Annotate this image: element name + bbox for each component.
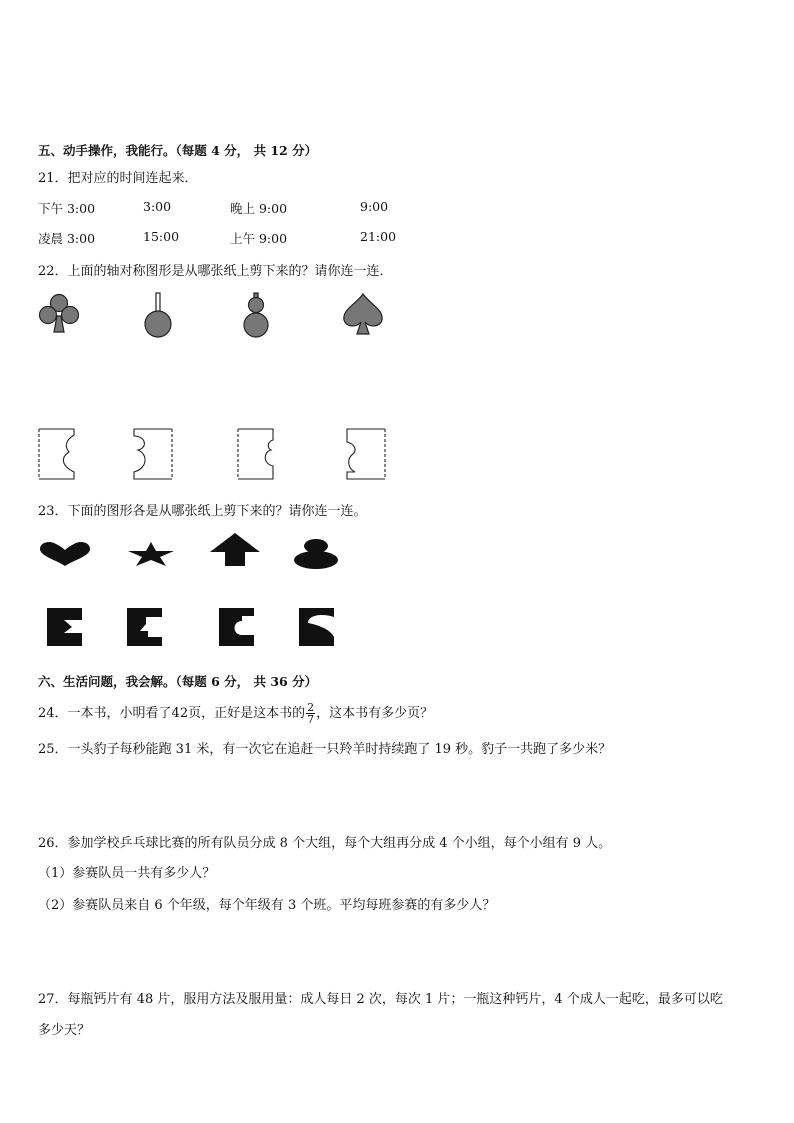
question-27: 27．每瓶钙片有 48 片，服用方法及服用量：成人每日 2 次，每次 1 片；一瓶这种钙片，4 个成人一起吃，最多可以吃: [38, 992, 723, 1007]
question-23: 23．下面的图形各是从哪张纸上剪下来的？请你连一连。: [38, 504, 367, 519]
cut-paper-d: [298, 607, 336, 647]
time-label: 15:00: [143, 229, 180, 244]
time-label: 21:00: [360, 229, 397, 244]
time-label: 下午 3:00: [38, 201, 96, 216]
question-26-part-2: （2）参赛队员来自 6 个年级，每个年级有 3 个班。平均每班参赛的有多少人？: [38, 898, 496, 913]
folded-paper-c: [237, 428, 279, 480]
question-27-continued: 多少天？: [38, 1023, 91, 1038]
cut-paper-c: [218, 607, 256, 647]
star-icon: [126, 540, 176, 568]
mushroom-icon: [292, 538, 340, 570]
section-5-title: 五、动手操作，我能行。（每题 4 分， 共 12 分）: [38, 143, 318, 158]
gourd-icon: [241, 292, 271, 340]
time-label: 3:00: [143, 199, 172, 214]
question-25: 25．一头豹子每秒能跑 31 米，有一次它在追赶一只羚羊时持续跑了 19 秒。豹子一共跑了多少米？: [38, 742, 612, 757]
spade-icon: [340, 292, 386, 338]
time-label: 上午 9:00: [230, 231, 288, 246]
racket-icon: [140, 292, 176, 342]
question-21: 21．把对应的时间连起来．: [38, 171, 198, 186]
time-label: 晚上 9:00: [230, 201, 288, 216]
question-24-text-after: ，这本书有多少页？: [316, 706, 434, 721]
question-26-part-1: （1）参赛队员一共有多少人？: [38, 866, 216, 881]
section-6-title: 六、生活问题，我会解。（每题 6 分， 共 36 分）: [38, 674, 318, 689]
question-26: 26．参加学校乒乓球比赛的所有队员分成 8 个大组，每个大组再分成 4 个小组，每个小组有 9 人。: [38, 836, 612, 851]
time-label: 9:00: [360, 199, 389, 214]
cut-paper-a: [46, 607, 84, 647]
folded-paper-a: [38, 428, 80, 480]
heart-icon: [38, 540, 92, 568]
question-22: 22．上面的轴对称图形是从哪张纸上剪下来的？请你连一连．: [38, 264, 393, 279]
fraction: [306, 702, 315, 725]
club-icon: [36, 292, 82, 338]
question-24-text-before: 24．一本书，小明看了42页，正好是这本书的: [38, 706, 306, 721]
cut-paper-b: [126, 607, 164, 647]
fraction-denominator: 7: [307, 713, 315, 726]
folded-paper-d: [345, 428, 387, 480]
arrow-icon: [208, 532, 262, 568]
folded-paper-b: [132, 428, 174, 480]
time-label: 凌晨 3:00: [38, 231, 96, 246]
question-24: [38, 702, 433, 725]
fraction-numerator: 2: [307, 701, 315, 714]
